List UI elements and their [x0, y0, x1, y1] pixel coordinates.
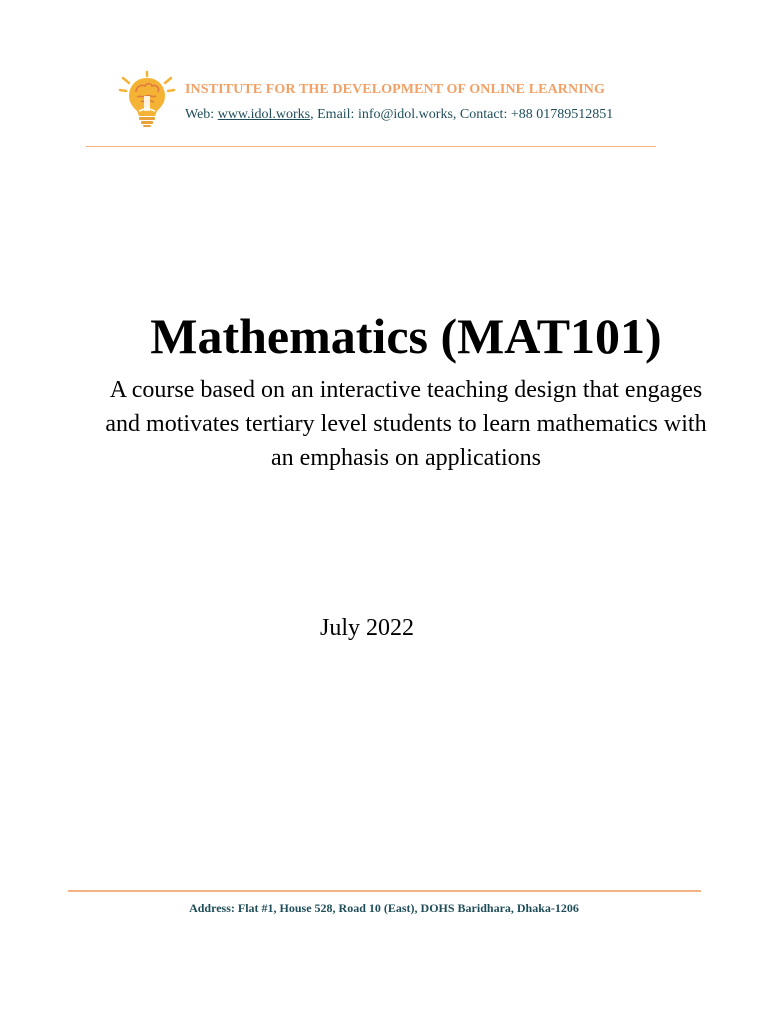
footer-divider [68, 890, 701, 892]
document-subtitle: A course based on an interactive teaching design that engages and motivates tertiary level students to learn mathematics with an emphasis on applications [105, 377, 707, 471]
organization-name: INSTITUTE FOR THE DEVELOPMENT OF ONLINE LEARNING [185, 82, 605, 97]
website-link[interactable]: www.idol.works [217, 107, 311, 122]
lightbulb-brain-logo-icon [115, 70, 179, 128]
footer-address: Address: Flat #1, House 528, Road 10 (East), DOHS Baridhara, Dhaka-1206 [189, 901, 579, 915]
contact-line [185, 107, 613, 123]
header-divider [86, 146, 656, 147]
contact-details: , Email: info@idol.works, Contact: +88 01789512851 [310, 107, 614, 122]
web-label: Web: [185, 107, 218, 122]
document-date: July 2022 [320, 615, 415, 641]
document-title: Mathematics (MAT101) [150, 308, 662, 364]
